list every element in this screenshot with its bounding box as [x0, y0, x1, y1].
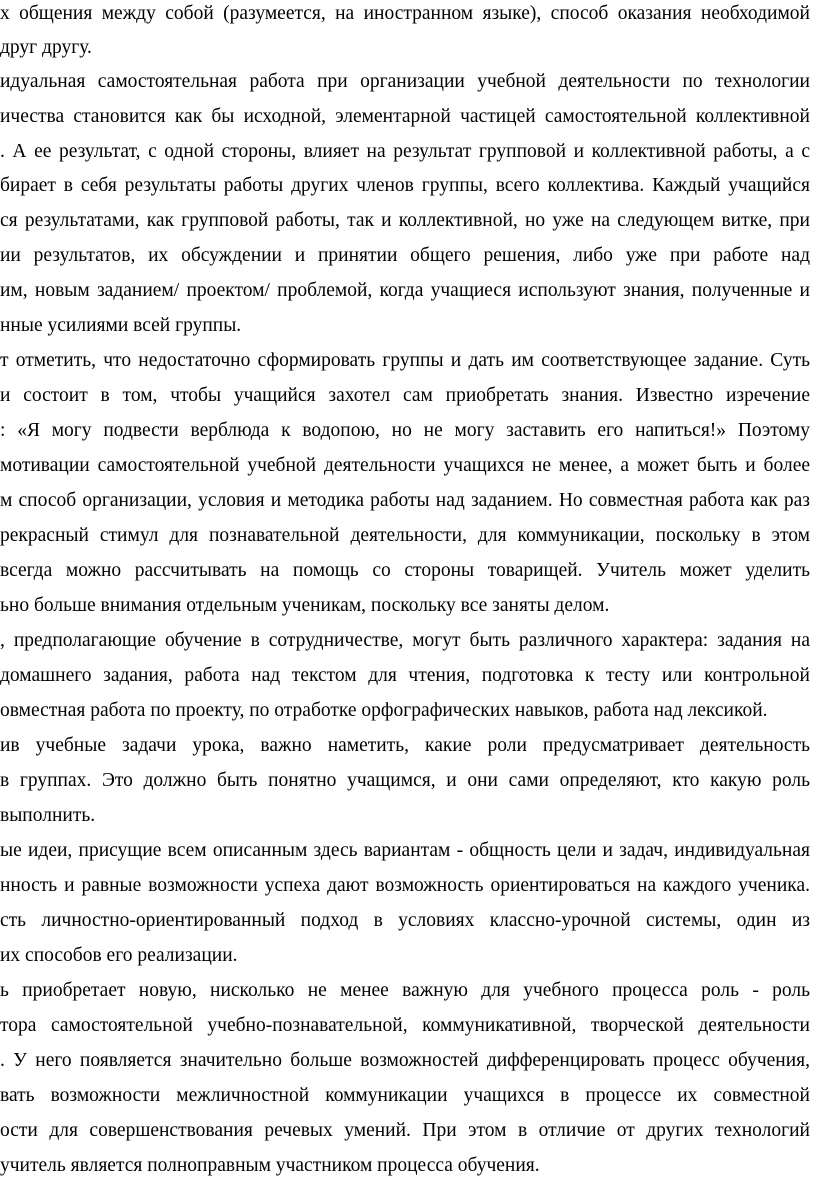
text-line: х общения между собой (разумеется, на иностранном языке), способ оказания необходимой: [0, 3, 810, 24]
text-line: сть личностно-ориентированный подход в условиях классно-урочной системы, один из: [0, 910, 810, 931]
text-line: ся результатами, как групповой работы, так и коллективной, но уже на следующем витке, при: [0, 210, 810, 231]
text-line: тора самостоятельной учебно-познавательной, коммуникативной, творческой деятельности: [0, 1015, 810, 1036]
text-line: м способ организации, условия и методика работы над заданием. Но совместная работа как раз: [0, 490, 810, 511]
text-line: всегда можно рассчитывать на помощь со стороны товарищей. Учитель может уделить: [0, 560, 810, 581]
text-line: друг другу.: [0, 37, 92, 58]
text-line: овместная работа по проекту, по отработке орфографических навыков, работа над лексикой.: [0, 700, 768, 721]
text-line: т отметить, что недостаточно сформировать группы и дать им соответствующее задание. Суть: [0, 350, 810, 371]
text-line: мотивации самостоятельной учебной деятельности учащихся не менее, а может быть и более: [0, 455, 810, 476]
text-line: нные усилиями всей группы.: [0, 315, 242, 336]
text-line: нность и равные возможности успеха дают возможность ориентироваться на каждого ученика.: [0, 875, 810, 896]
text-line: ости для совершенствования речевых умений. При этом в отличие от других технологий: [0, 1120, 810, 1141]
text-line: ичества становится как бы исходной, элементарной частицей самостоятельной коллективной: [0, 106, 810, 127]
text-line: ии результатов, их обсуждении и принятии общего решения, либо уже при работе над: [0, 245, 810, 266]
text-line: : «Я могу подвести верблюда к водопою, но не могу заставить его напиться!» Поэтому: [0, 420, 810, 441]
text-line: учитель является полноправным участником процесса обучения.: [0, 1155, 540, 1176]
text-line: домашнего задания, работа над текстом для чтения, подготовка к тесту или контрольной: [0, 665, 810, 686]
text-line: выполнить.: [0, 805, 96, 826]
text-line: ь приобретает новую, нисколько не менее важную для учебного процесса роль - роль: [0, 980, 810, 1001]
text-line: в группах. Это должно быть понятно учащимся, и они сами определяют, кто какую роль: [0, 770, 810, 791]
text-line: их способов его реализации.: [0, 945, 238, 966]
text-line: , предполагающие обучение в сотрудничестве, могут быть различного характера: задания на: [0, 630, 810, 651]
text-line: ьно больше внимания отдельным ученикам, поскольку все заняты делом.: [0, 595, 610, 616]
text-line: вать возможности межличностной коммуникации учащихся в процессе их совместной: [0, 1085, 810, 1106]
text-line: и состоит в том, чтобы учащийся захотел сам приобретать знания. Известно изречение: [0, 385, 810, 406]
text-line: им, новым заданием/ проектом/ проблемой, когда учащиеся используют знания, полученные и: [0, 280, 810, 301]
text-line: . У него появляется значительно больше возможностей дифференцировать процесс обучения,: [0, 1050, 810, 1071]
text-line: ые идеи, присущие всем описанным здесь вариантам - общность цели и задач, индивидуальная: [0, 840, 810, 861]
text-line: ив учебные задачи урока, важно наметить, какие роли предусматривает деятельность: [0, 735, 810, 756]
text-line: идуальная самостоятельная работа при организации учебной деятельности по технологии: [0, 71, 810, 92]
text-line: рекрасный стимул для познавательной деятельности, для коммуникации, поскольку в этом: [0, 525, 810, 546]
text-line: . А ее результат, с одной стороны, влияет на результат групповой и коллективной работы, а с: [0, 141, 810, 162]
text-line: бирает в себя результаты работы других членов группы, всего коллектива. Каждый учащийся: [0, 175, 810, 196]
